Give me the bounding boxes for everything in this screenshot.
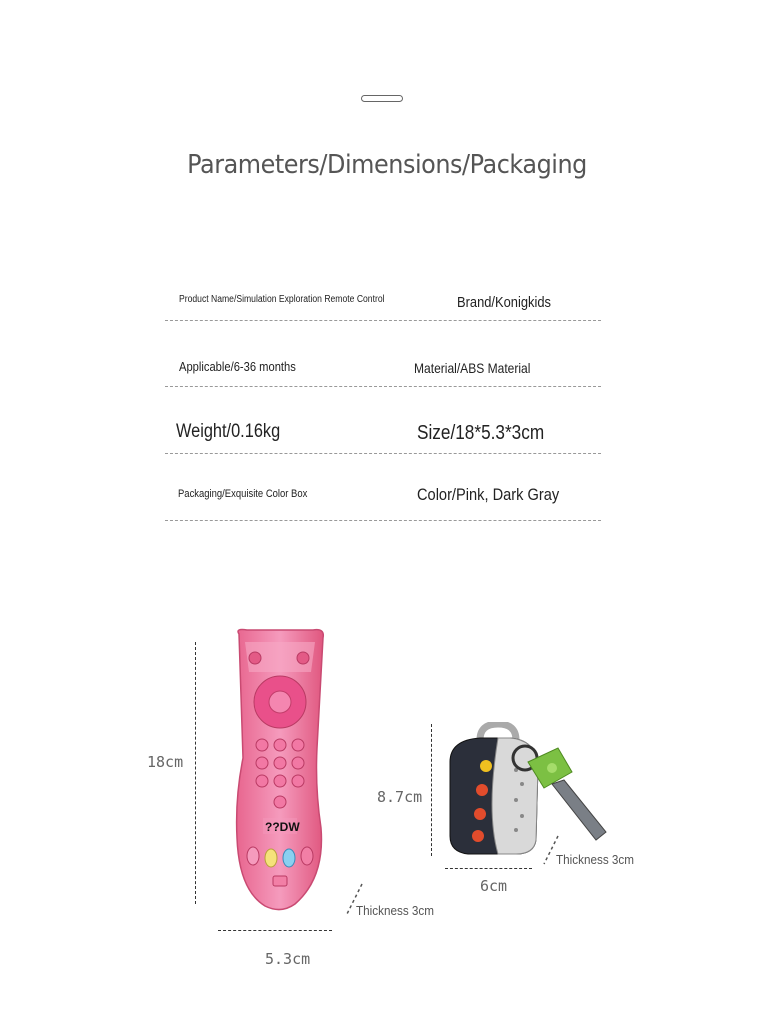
spec-applicable: Applicable/6-36 months [179,359,296,374]
remote-width-line [218,930,332,931]
toy-key-fob-image [440,722,610,862]
top-handle-pill [361,95,403,102]
spec-divider [165,386,601,388]
spec-color: Color/Pink, Dark Gray [417,485,560,504]
remote-logo-text: ??DW [265,820,300,834]
keys-width-label: 6cm [480,877,508,895]
keys-height-label: 8.7cm [377,788,423,806]
remote-thickness-label: Thickness 3cm [356,903,435,918]
spec-product-name: Product Name/Simulation Exploration Remote Control [179,294,385,305]
page-title: Parameters/Dimensions/Packaging [187,150,587,180]
remote-height-label: 18cm [147,753,184,771]
spec-material: Material/ABS Material [414,360,531,376]
spec-weight: Weight/0.16kg [176,421,281,442]
keys-height-line [431,724,432,856]
spec-packaging: Packaging/Exquisite Color Box [178,488,308,500]
spec-divider [165,320,601,322]
spec-divider [165,453,601,455]
remote-height-line [195,642,196,904]
keys-thickness-label: Thickness 3cm [556,852,635,867]
toy-remote-image [225,628,335,913]
spec-size: Size/18*5.3*3cm [417,422,545,444]
remote-width-label: 5.3cm [265,950,311,968]
spec-divider [165,520,601,522]
spec-brand: Brand/Konigkids [457,294,551,311]
keys-width-line [445,868,532,869]
